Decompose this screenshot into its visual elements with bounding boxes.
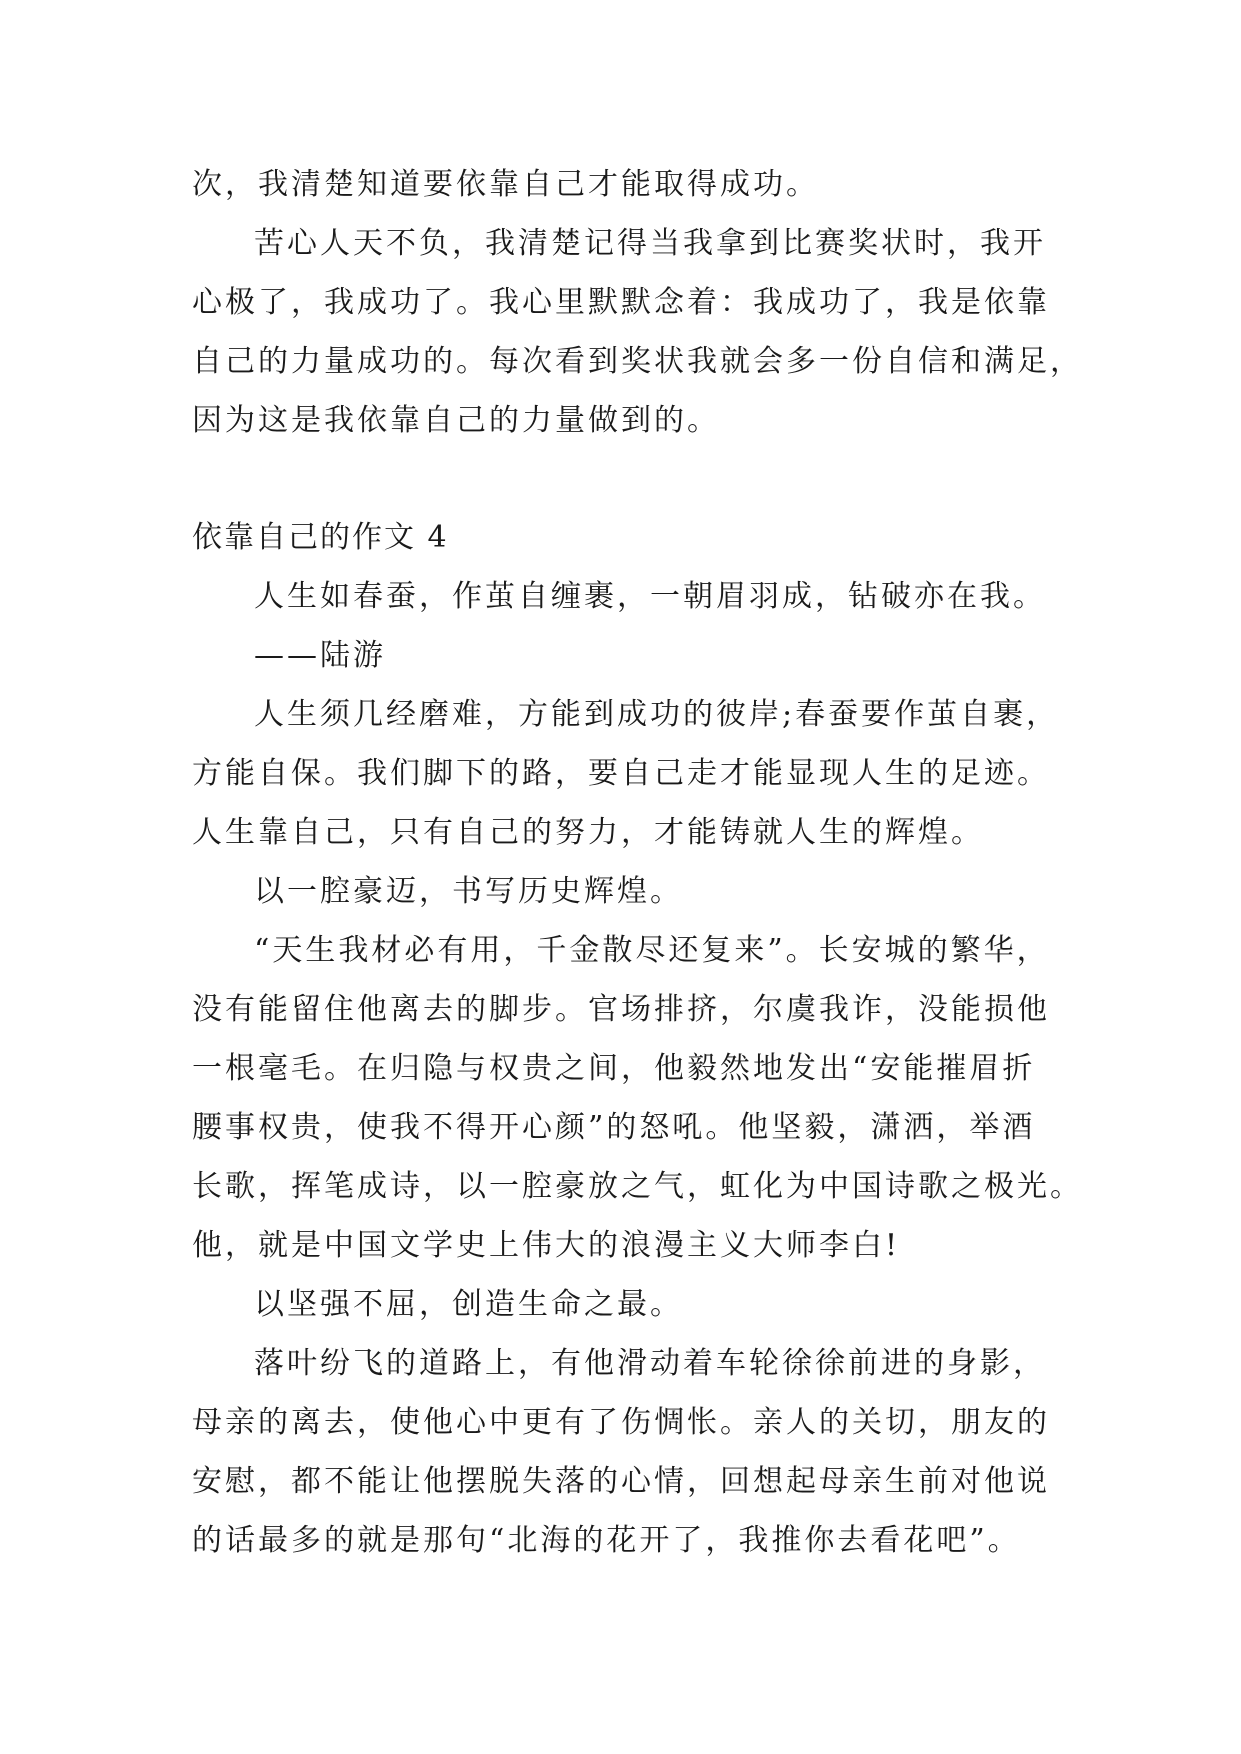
document-page xyxy=(192,0,1083,1754)
paragraph-line: 次，我清楚知道要依靠自己才能取得成功。 xyxy=(192,167,819,202)
paragraph-line: 心极了，我成功了。我心里默默念着：我成功了，我是依靠 xyxy=(192,285,1050,320)
paragraph-line: “天生我材必有用，千金散尽还复来”。长安城的繁华， xyxy=(254,933,1050,968)
paragraph-line: 的话最多的就是那句“北海的花开了，我推你去看花吧”。 xyxy=(192,1523,1021,1558)
paragraph-line: 长歌，挥笔成诗，以一腔豪放之气，虹化为中国诗歌之极光。 xyxy=(192,1169,1083,1204)
paragraph-line: 落叶纷飞的道路上，有他滑动着车轮徐徐前进的身影， xyxy=(254,1346,1046,1381)
quote-line: 人生如春蚕，作茧自缠裹，一朝眉羽成，钻破亦在我。 xyxy=(254,579,1046,614)
paragraph-line: 没有能留住他离去的脚步。官场排挤，尔虞我诈，没能损他 xyxy=(192,992,1050,1027)
paragraph-line: 以坚强不屈，创造生命之最。 xyxy=(254,1287,683,1322)
paragraph-line: 方能自保。我们脚下的路，要自己走才能显现人生的足迹。 xyxy=(192,756,1050,791)
paragraph-line: 人生靠自己，只有自己的努力，才能铸就人生的辉煌。 xyxy=(192,815,984,850)
paragraph-line: 以一腔豪迈，书写历史辉煌。 xyxy=(254,874,683,909)
paragraph-line: 一根毫毛。在归隐与权贵之间，他毅然地发出“安能摧眉折 xyxy=(192,1051,1036,1086)
paragraph-line: 腰事权贵，使我不得开心颜”的怒吼。他坚毅，潇洒，举酒 xyxy=(192,1110,1036,1145)
paragraph-line: 母亲的离去，使他心中更有了伤惆怅。亲人的关切，朋友的 xyxy=(192,1405,1050,1440)
section-heading: 依靠自己的作文 4 xyxy=(192,520,449,555)
paragraph-line: 他，就是中国文学史上伟大的浪漫主义大师李白! xyxy=(192,1228,901,1263)
paragraph-line: 安慰，都不能让他摆脱失落的心情，回想起母亲生前对他说 xyxy=(192,1464,1050,1499)
paragraph-line: 因为这是我依靠自己的力量做到的。 xyxy=(192,403,720,438)
quote-attribution: ——陆游 xyxy=(254,638,386,673)
paragraph-line: 自己的力量成功的。每次看到奖状我就会多一份自信和满足， xyxy=(192,344,1083,379)
paragraph-line: 苦心人天不负，我清楚记得当我拿到比赛奖状时，我开 xyxy=(254,226,1046,261)
paragraph-line: 人生须几经磨难，方能到成功的彼岸;春蚕要作茧自裹， xyxy=(254,697,1060,732)
